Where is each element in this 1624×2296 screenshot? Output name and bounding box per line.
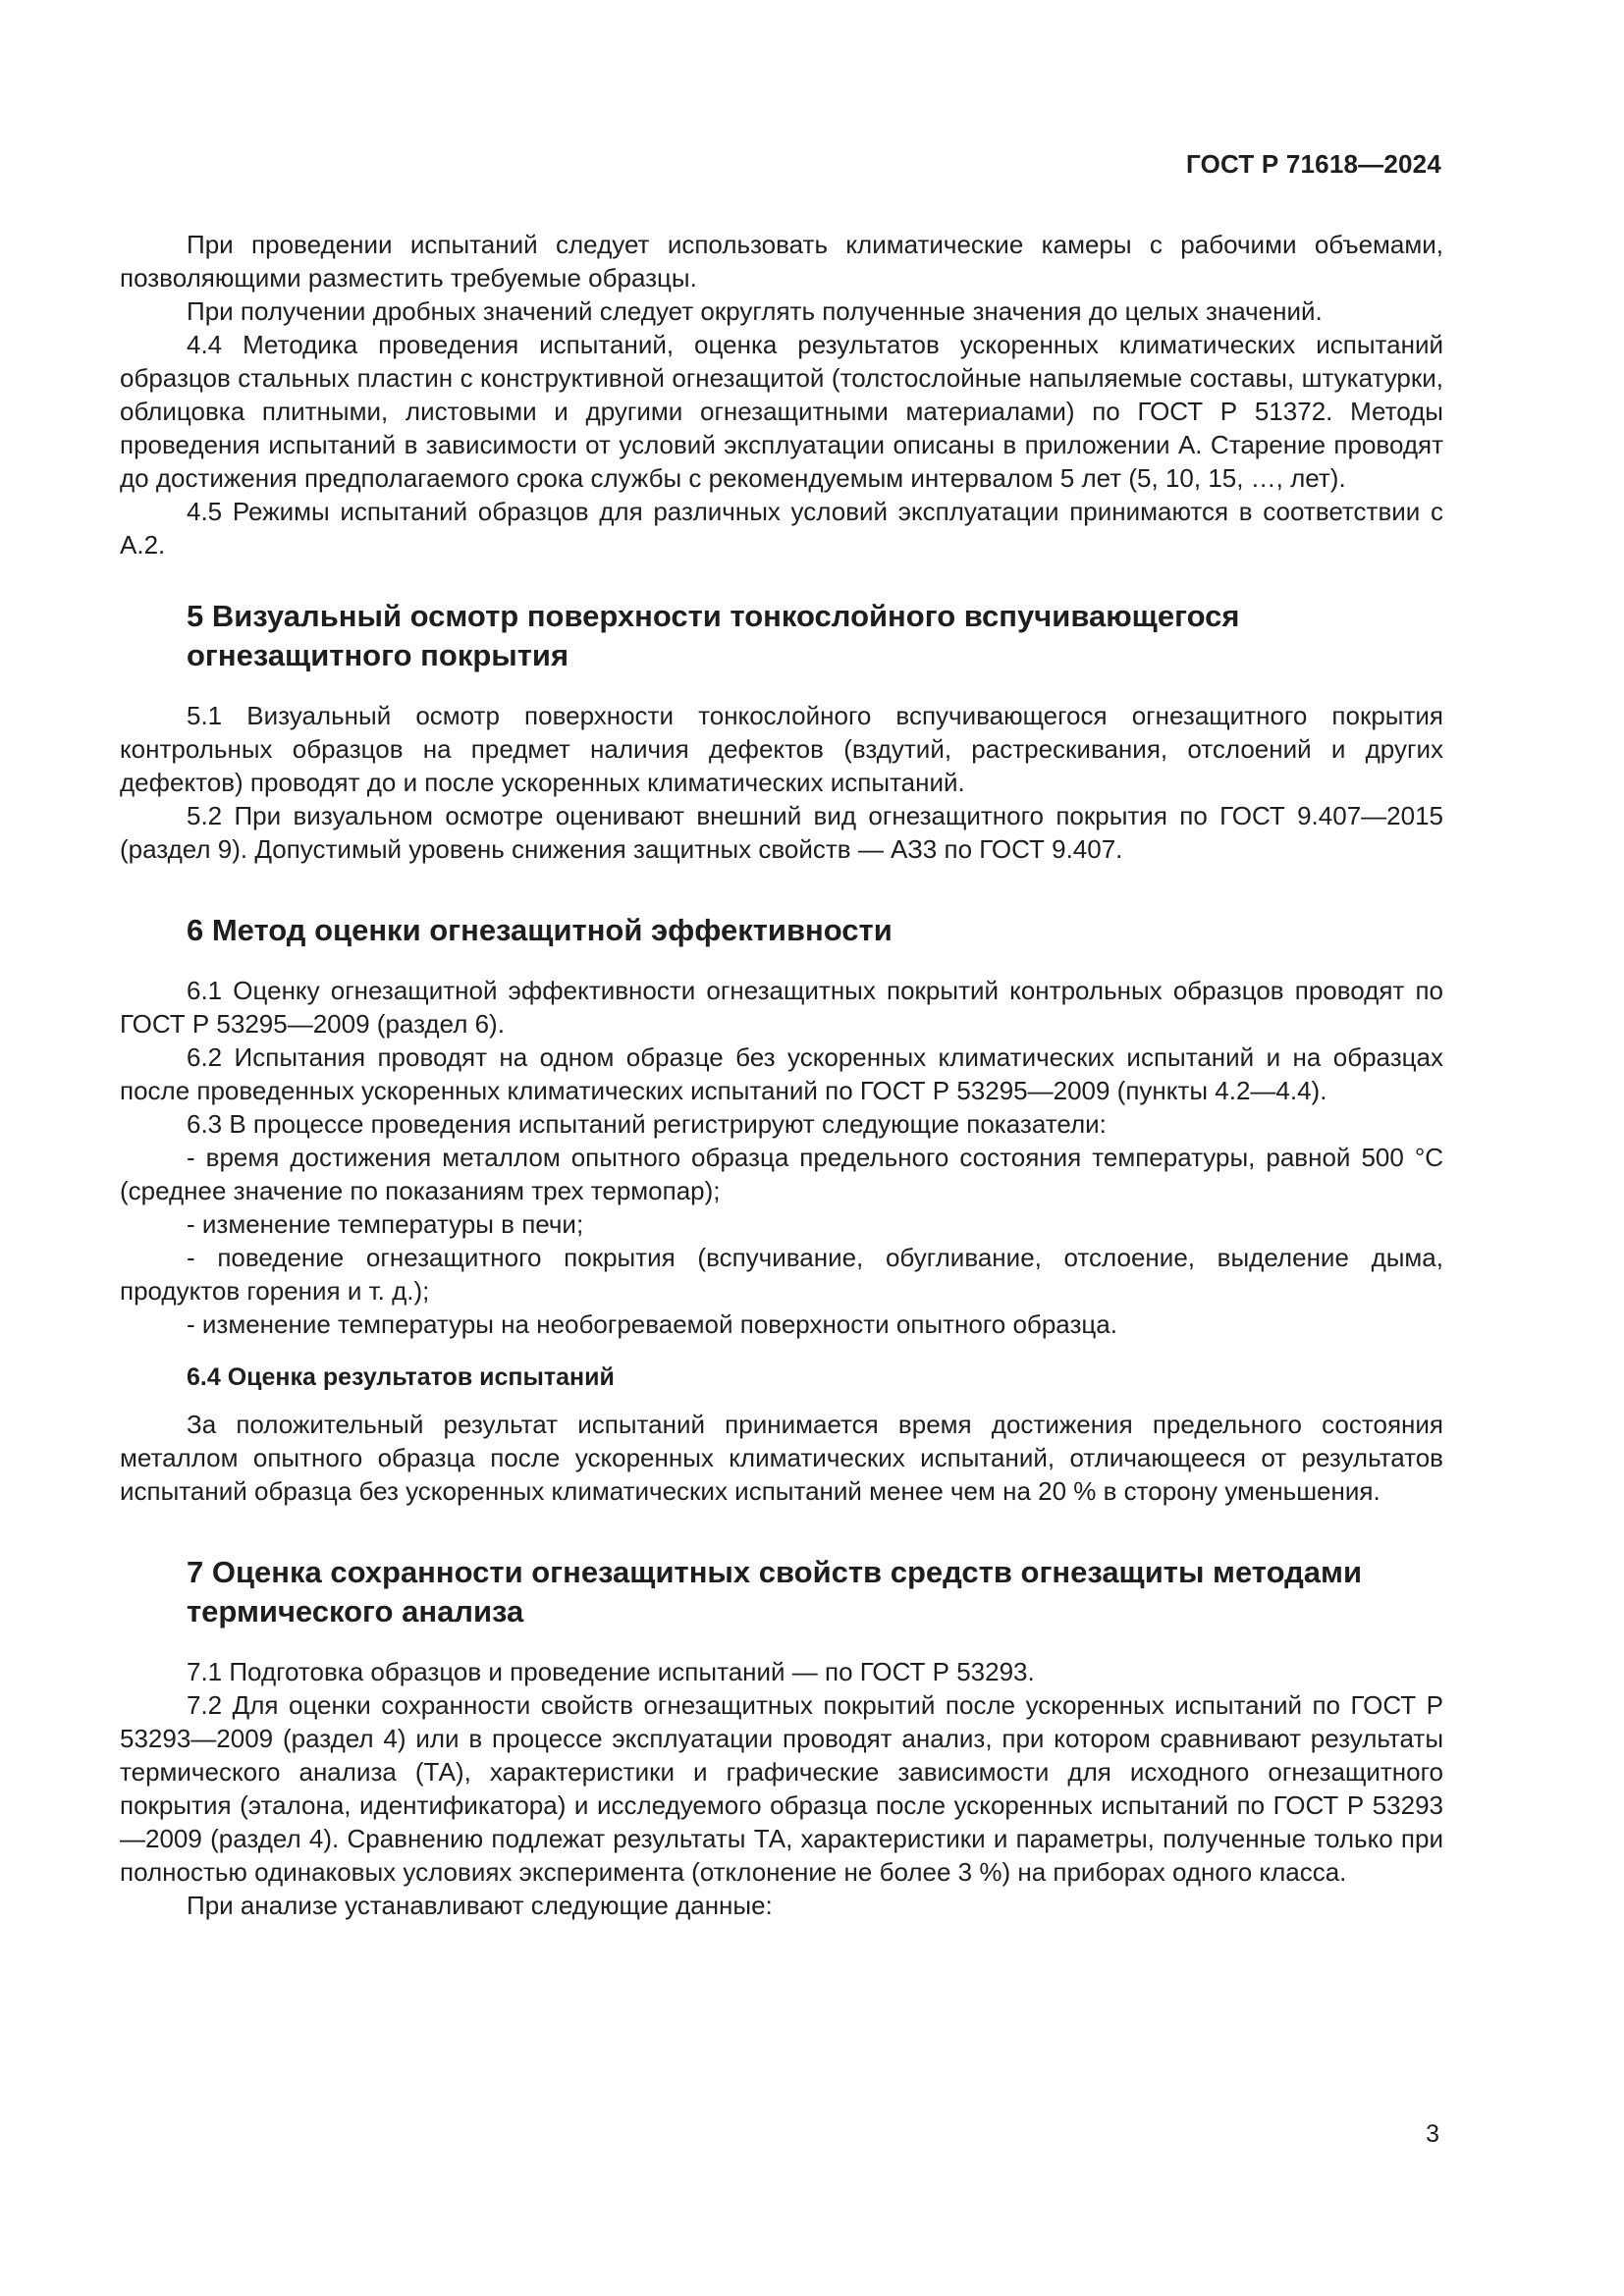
paragraph: 4.5 Режимы испытаний образцов для различных условий эксплуатации принимаются в соответствии с А.2. <box>120 497 1443 560</box>
section-5-heading: 5 Визуальный осмотр поверхности тонкослойного вспучивающегося огнезащитного покрытия <box>187 599 1240 672</box>
page-number: 3 <box>1426 2120 1439 2148</box>
paragraph: 6.3 В процессе проведения испытаний регистрируют следующие показатели: <box>187 1109 1107 1139</box>
paragraph: 7.1 Подготовка образцов и проведение испытаний — по ГОСТ Р 53293. <box>187 1657 1035 1686</box>
list-item: - время достижения металлом опытного образца предельного состояния температуры, равной 500 °С (среднее значение по показаниям трех термопар); <box>120 1143 1443 1205</box>
paragraph: 6.2 Испытания проводят на одном образце без ускоренных климатических испытаний и на образцах после проведенных ускоренных климатических испытаний по ГОСТ Р 53295—2009 (пункты 4.2—4.4). <box>120 1042 1443 1105</box>
document-body <box>120 228 1443 1922</box>
list-item: - поведение огнезащитного покрытия (вспучивание, обугливание, отслоение, выделение дыма, продуктов горения и т. д.); <box>120 1243 1443 1306</box>
paragraph: 6.1 Оценку огнезащитной эффективности огнезащитных покрытий контрольных образцов проводят по ГОСТ Р 53295—2009 (раздел 6). <box>120 976 1443 1039</box>
paragraph: 5.2 При визуальном осмотре оценивают внешний вид огнезащитного покрытия по ГОСТ 9.407—2015 (раздел 9). Допустимый уровень снижения защитных свойств — АЗ3 по ГОСТ 9.407. <box>120 801 1443 864</box>
paragraph: За положительный результат испытаний принимается время достижения предельного состояния металлом опытного образца после ускоренных климатических испытаний, отличающееся от результатов испытаний образца без ускоренных климатических испытаний менее чем на 20 % в сторону уменьшения. <box>120 1410 1443 1506</box>
paragraph: 4.4 Методика проведения испытаний, оценка результатов ускоренных климатических испытаний образцов стальных пластин с конструктивной огнезащитой (толстослойные напыляемые составы, штукатурки, облицовка плитными, листовыми и другими огнезащитными материалами) по ГОСТ Р 51372. Методы проведения испытаний в зависимости от условий эксплуатации описаны в приложении А. Старение проводят до достижения предполагаемого срока службы с рекомендуемым интервалом 5 лет (5, 10, 15, …, лет). <box>120 330 1443 493</box>
paragraph: При получении дробных значений следует округлять полученные значения до целых значений. <box>187 296 1323 326</box>
document-code: ГОСТ Р 71618—2024 <box>1186 149 1441 179</box>
paragraph: 5.1 Визуальный осмотр поверхности тонкослойного вспучивающегося огнезащитного покрытия контрольных образцов на предмет наличия дефектов (вздутий, растрескивания, отслоений и других дефектов) проводят до и после ускоренных климатических испытаний. <box>120 701 1443 797</box>
section-7-heading: 7 Оценка сохранности огнезащитных свойств средств огнезащиты методами термического анализа <box>187 1555 1363 1629</box>
subsection-6-4-heading: 6.4 Оценка результатов испытаний <box>187 1363 615 1391</box>
paragraph: При проведении испытаний следует использовать климатические камеры с рабочими объемами, позволяющими разместить требуемые образцы. <box>120 230 1443 293</box>
section-6-heading: 6 Метод оценки огнезащитной эффективности <box>187 913 893 947</box>
list-item: - изменение температуры в печи; <box>187 1209 584 1239</box>
paragraph: 7.2 Для оценки сохранности свойств огнезащитных покрытий после ускоренных испытаний по ГОСТ Р 53293—2009 (раздел 4) или в процессе эксплуатации проводят анализ, при котором сравнивают результаты термического анализа (ТА), характеристики и графические зависимости для исходного огнезащитного покрытия (эталона, идентификатора) и исследуемого образца после ускоренных испытаний по ГОСТ Р 53293—2009 (раздел 4). Сравнению подлежат результаты ТА, характеристики и параметры, полученные только при полностью одинаковых условиях эксперимента (отклонение не более 3 %) на приборах одного класса. <box>120 1690 1443 1887</box>
paragraph: При анализе устанавливают следующие данные: <box>187 1891 773 1920</box>
list-item: - изменение температуры на необогреваемой поверхности опытного образца. <box>187 1309 1117 1339</box>
